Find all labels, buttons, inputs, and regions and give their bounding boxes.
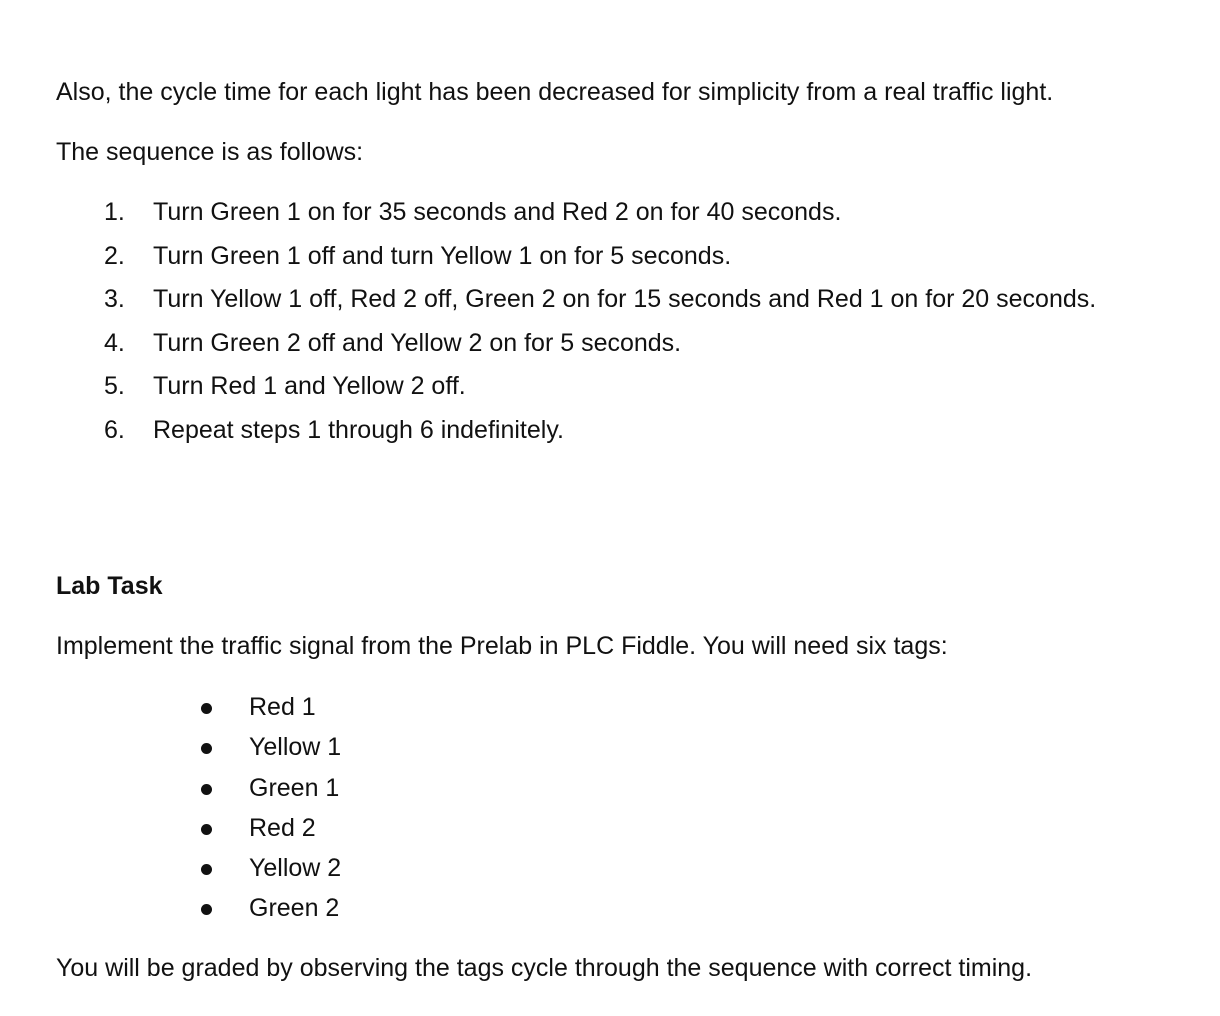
list-item-text: Turn Green 1 off and turn Yellow 1 on for 5 seconds. xyxy=(153,242,732,270)
tag-name: Yellow 1 xyxy=(249,733,342,761)
list-item-text: Turn Green 2 off and Yellow 2 on for 5 seconds. xyxy=(153,329,682,357)
bullet-icon xyxy=(201,743,212,754)
lab-task-heading: Lab Task xyxy=(56,572,163,600)
intro-paragraph: Also, the cycle time for each light has been decreased for simplicity from a real traffic light. xyxy=(56,78,1054,106)
list-item-number: 2. xyxy=(104,242,125,270)
list-item-number: 4. xyxy=(104,329,125,357)
bullet-icon xyxy=(201,703,212,714)
list-item-text: Repeat steps 1 through 6 indefinitely. xyxy=(153,416,564,444)
list-item-number: 1. xyxy=(104,198,125,226)
bullet-icon xyxy=(201,784,212,795)
sequence-intro: The sequence is as follows: xyxy=(56,138,364,166)
bullet-icon xyxy=(201,904,212,915)
tag-name: Green 1 xyxy=(249,774,340,802)
list-item-text: Turn Green 1 on for 35 seconds and Red 2 on for 40 seconds. xyxy=(153,198,842,226)
tag-name: Red 1 xyxy=(249,693,316,721)
list-item-number: 5. xyxy=(104,372,125,400)
bullet-icon xyxy=(201,864,212,875)
list-item-text: Turn Red 1 and Yellow 2 off. xyxy=(153,372,466,400)
tag-name: Green 2 xyxy=(249,894,340,922)
tag-name: Red 2 xyxy=(249,814,316,842)
grading-note: You will be graded by observing the tags cycle through the sequence with correct timing. xyxy=(56,954,1033,982)
list-item-number: 6. xyxy=(104,416,125,444)
lab-task-instruction: Implement the traffic signal from the Prelab in PLC Fiddle. You will need six tags: xyxy=(56,632,948,660)
tag-name: Yellow 2 xyxy=(249,854,342,882)
list-item-number: 3. xyxy=(104,285,125,313)
bullet-icon xyxy=(201,824,212,835)
list-item-text: Turn Yellow 1 off, Red 2 off, Green 2 on for 15 seconds and Red 1 on for 20 seconds. xyxy=(153,285,1097,313)
